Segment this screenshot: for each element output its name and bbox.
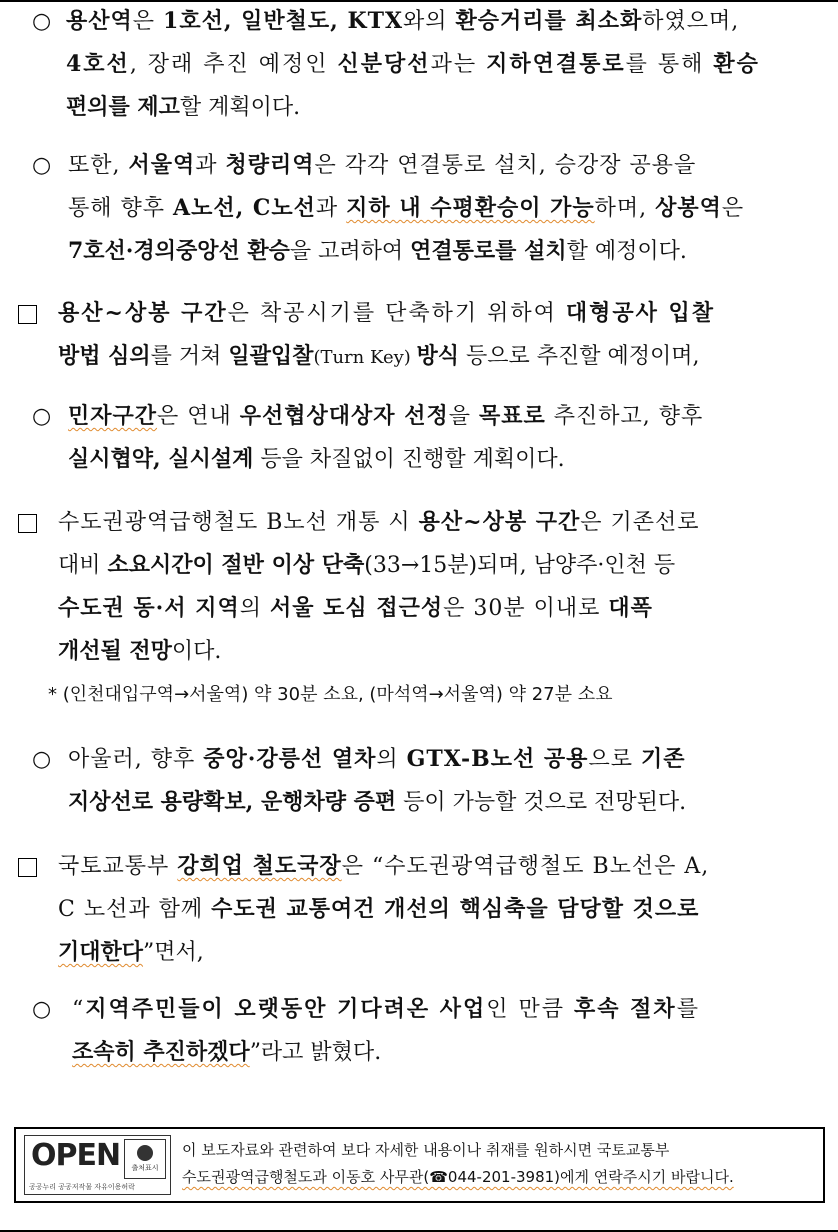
footnote-travel-times: * (인천대입구역→서울역) 약 30분 소요, (마석역→서울역) 약 27분 소요 [48, 684, 613, 705]
bullet-circle-icon: ○ [32, 997, 52, 1022]
paragraph-yongsan-sangbong-bidding: 용산~상봉 구간은 착공시기를 단축하기 위하여 대형공사 입찰 방법 심의를 거쳐 일괄입찰(Turn Key) 방식 등으로 추진할 예정이며, [58, 300, 716, 369]
person-icon [137, 1145, 153, 1161]
contact-info [182, 1137, 734, 1191]
open-logo-word: OPEN [31, 1138, 121, 1173]
contact-line-1: 이 보도자료와 관련하여 보다 자세한 내용이나 취재를 원하시면 국토교통부 [182, 1141, 670, 1159]
paragraph-private-section: 민자구간은 연내 우선협상대상자 선정을 목표로 추진하고, 향후 실시협약, 실시설계 등을 차질없이 진행할 계획이다. [68, 403, 704, 472]
paragraph-yongsan-transfer: 용산역은 1호선, 일반철도, KTX와의 환승거리를 최소화하였으며, 4호선, 장래 추진 예정인 신분당선과는 지하연결통로를 통해 환승 편의를 제고할 계획이다. [66, 8, 760, 120]
bullet-circle-icon: ○ [32, 153, 52, 178]
bullet-circle-icon: ○ [32, 747, 52, 772]
paragraph-gtx-b-shared-use: 아울러, 향후 중앙·강릉선 열차의 GTX-B노선 공용으로 기존 지상선로 용량확보, 운행차량 증편 등이 가능할 것으로 전망된다. [68, 746, 687, 815]
paragraph-travel-time: 수도권광역급행철도 B노선 개통 시 용산~상봉 구간은 기존선로 대비 소요시간이 절반 이상 단축(33→15분)되며, 남양주·인천 등 수도권 동·서 지역의 서울 도심 접근성은 30분 이내로 대폭 개선될 전망이다. [58, 509, 700, 664]
bullet-box-icon [18, 858, 37, 877]
paragraph-seoul-cheongnyangni: 또한, 서울역과 청량리역은 각각 연결통로 설치, 승강장 공용을 통해 향후 A노선, C노선과 지하 내 수평환승이 가능하며, 상봉역은 7호선·경의중앙선 환승을 고려하여 연결통로를 설치할 예정이다. [68, 152, 745, 264]
bullet-box-icon [18, 305, 37, 324]
attribution-badge-icon: 출처표시 [124, 1139, 166, 1179]
kogl-open-license-logo: OPEN 출처표시 공공누리 공공저작물 자유이용허락 [24, 1135, 171, 1195]
paragraph-director-quote-continued: “지역주민들이 오랫동안 기다려온 사업인 만큼 후속 절차를 조속히 추진하겠다”라고 밝혔다. [72, 996, 700, 1065]
bullet-circle-icon: ○ [32, 404, 52, 429]
bullet-box-icon [18, 514, 37, 533]
paragraph-director-quote: 국토교통부 강희업 철도국장은 “수도권광역급행철도 B노선은 A, C 노선과 함께 수도권 교통여건 개선의 핵심축을 담당할 것으로 기대한다”면서, [58, 853, 710, 965]
contact-line-2: 수도권광역급행철도과 이동호 사무관(☎044-201-3981)에게 연락주시기 바랍니다. [182, 1168, 734, 1186]
bullet-circle-icon: ○ [32, 9, 52, 34]
contact-footer-box [14, 1127, 825, 1203]
